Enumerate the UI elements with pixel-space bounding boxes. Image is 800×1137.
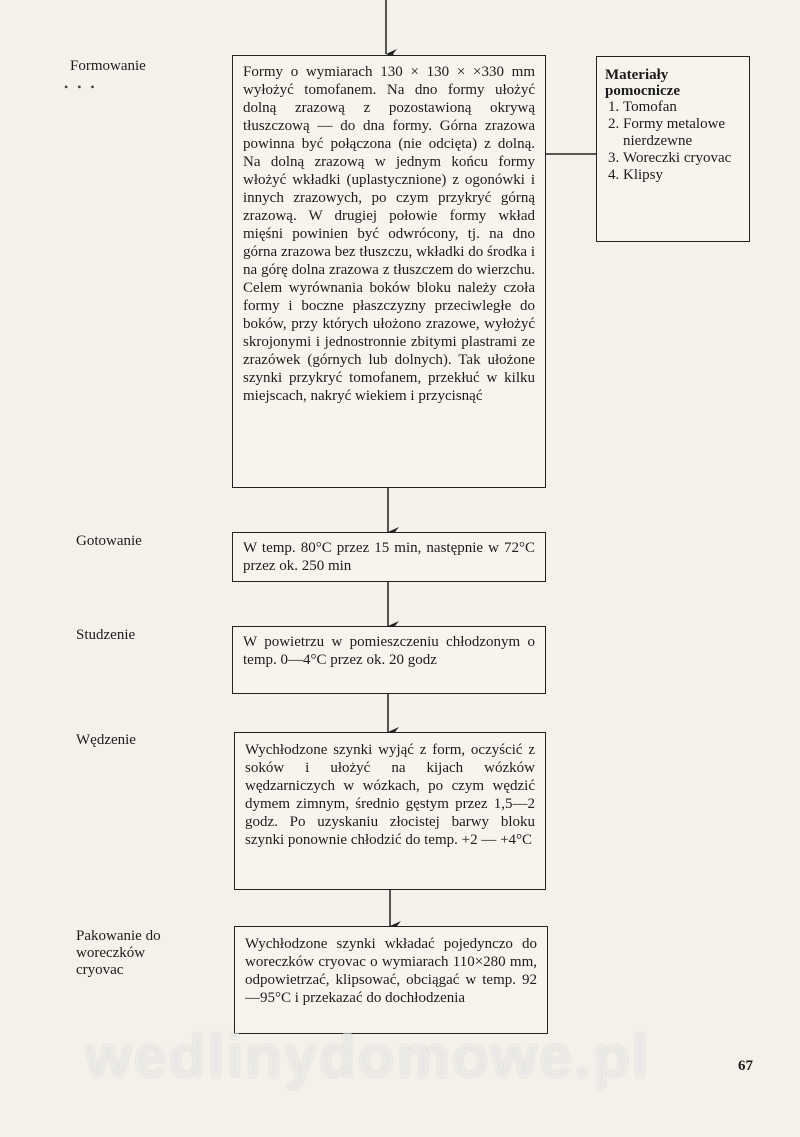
materials-item: 4. Klipsy bbox=[623, 167, 741, 184]
materials-item: 1. Tomofan bbox=[623, 99, 741, 116]
materials-list bbox=[605, 99, 741, 184]
page-number: 67 bbox=[738, 1058, 753, 1074]
decorative-dots: • • • bbox=[64, 80, 98, 94]
step-label-formowanie: Formowanie bbox=[70, 58, 146, 74]
materials-item: 2. Formy metalowe nierdzewne bbox=[623, 116, 741, 150]
step-label-gotowanie: Gotowanie bbox=[76, 533, 142, 549]
watermark-text: wedlinydomowe.pl bbox=[85, 1023, 651, 1090]
materials-title: Materiały pomocnicze bbox=[605, 67, 680, 99]
step-box-wedzenie: Wychłodzone szynki wyjąć z form, oczyścić z soków i ułożyć na kijach wózków wędzarniczych w wózkach, po czym wędzić dymem zimnym, średnio gęstym przez 1,5—2 godz. Po uzyskaniu złocistej barwy bloku szynki ponownie chłodzić do temp. +2 — +4°C bbox=[234, 732, 546, 890]
step-box-studzenie: W powietrzu w pomieszczeniu chłodzonym o temp. 0—4°C przez ok. 20 godz bbox=[232, 626, 546, 694]
materials-item: 3. Woreczki cryovac bbox=[623, 150, 741, 167]
step-label-pakowanie: Pakowanie do woreczków cryovac bbox=[76, 928, 161, 978]
step-box-gotowanie: W temp. 80°C przez 15 min, następnie w 72°C przez ok. 250 min bbox=[232, 532, 546, 582]
step-label-studzenie: Studzenie bbox=[76, 627, 136, 643]
step-label-wedzenie: Wędzenie bbox=[76, 732, 136, 748]
step-box-formowanie: Formy o wymiarach 130 × 130 × ×330 mm wyłożyć tomofanem. Na dno formy ułożyć dolną zrazową z pozostawioną okrywą tłuszczową — do dna formy. Górna zrazowa powinna być połączona (nie odcięta) z dolną. Na dolną zrazową w jednym końcu formy włożyć wkładki (uplastycznione) z ogonówki i innych zrazowych, po czym przykryć górną zrazową. W drugiej połowie formy wkład mięśni powinien być odwrócony, tj. na dno górna zrazowa bez tłuszczu, wkładki do środka i na górę dolna zrazowa z tłuszczem do wierzchu. Celem wyrównania boków bloku należy czoła formy i boczne płaszczyzny przeciwległe do boków, przy których ułożono zrazowe, wyłożyć skrojonymi i jednostronnie zbitymi plastrami ze zrazówek (górnych lub dolnych). Tak ułożone szynki przykryć tomofanem, przekłuć w kilku miejscach, nakryć wiekiem i przycisnąć bbox=[232, 55, 546, 488]
materials-box bbox=[596, 56, 750, 242]
step-box-pakowanie: Wychłodzone szynki wkładać pojedynczo do woreczków cryovac o wymiarach 110×280 mm, odpowietrzać, klipsować, obciągać w temp. 92—95°C i przekazać do dochłodzenia bbox=[234, 926, 548, 1034]
